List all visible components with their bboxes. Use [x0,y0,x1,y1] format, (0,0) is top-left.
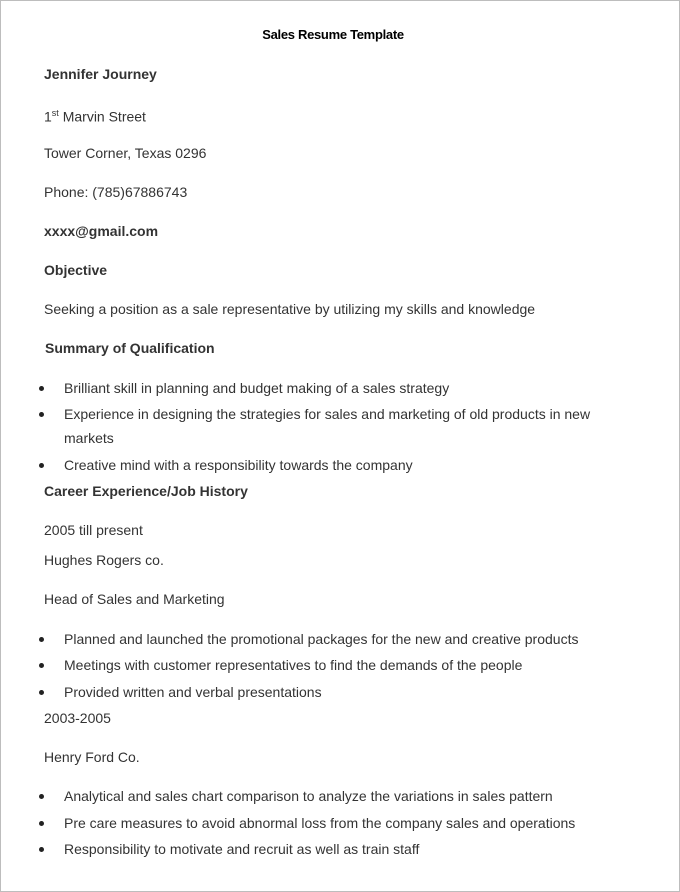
summary-heading: Summary of Qualification [45,340,215,356]
summary-item: Experience in designing the strategies for sales and marketing of old products in new [64,406,591,422]
job-period: 2005 till present [44,522,143,538]
objective-text: Seeking a position as a sale representative by utilizing my skills and knowledge [44,301,536,317]
address-line-1 [44,104,146,126]
job-company: Henry Ford Co. [44,749,140,765]
bullet-icon [39,463,44,468]
bullet-icon [39,690,44,695]
phone: Phone: (785)67886743 [44,184,188,200]
email: xxxx@gmail.com [44,223,159,239]
bullet-icon [39,386,44,391]
street-number: 1 [44,108,52,125]
bullet-icon [39,794,44,799]
street-name: Marvin Street [58,108,146,125]
applicant-name: Jennifer Journey [44,66,157,82]
objective-heading: Objective [44,262,108,278]
bullet-icon [39,663,44,668]
summary-item-continued: markets [64,430,114,446]
job-duty: Responsibility to motivate and recruit as well as train staff [64,841,420,857]
job-duty: Provided written and verbal presentations [64,684,322,700]
job-duty: Pre care measures to avoid abnormal loss from the company sales and operations [64,815,576,831]
job-role: Head of Sales and Marketing [44,591,225,607]
ordinal-suffix: st [51,108,59,118]
job-duty: Analytical and sales chart comparison to analyze the variations in sales pattern [64,788,553,804]
summary-item: Creative mind with a responsibility towards the company [64,457,413,473]
job-company: Hughes Rogers co. [44,552,164,568]
summary-item: Brilliant skill in planning and budget making of a sales strategy [64,380,450,396]
bullet-icon [39,412,44,417]
bullet-icon [39,847,44,852]
document-title: Sales Resume Template [262,27,404,42]
career-heading: Career Experience/Job History [44,483,248,499]
job-period: 2003-2005 [44,710,111,726]
bullet-icon [39,821,44,826]
job-duty: Meetings with customer representatives to find the demands of the people [64,657,523,673]
bullet-icon [39,637,44,642]
address-line-2: Tower Corner, Texas 0296 [44,145,207,161]
job-duty: Planned and launched the promotional packages for the new and creative products [64,631,579,647]
